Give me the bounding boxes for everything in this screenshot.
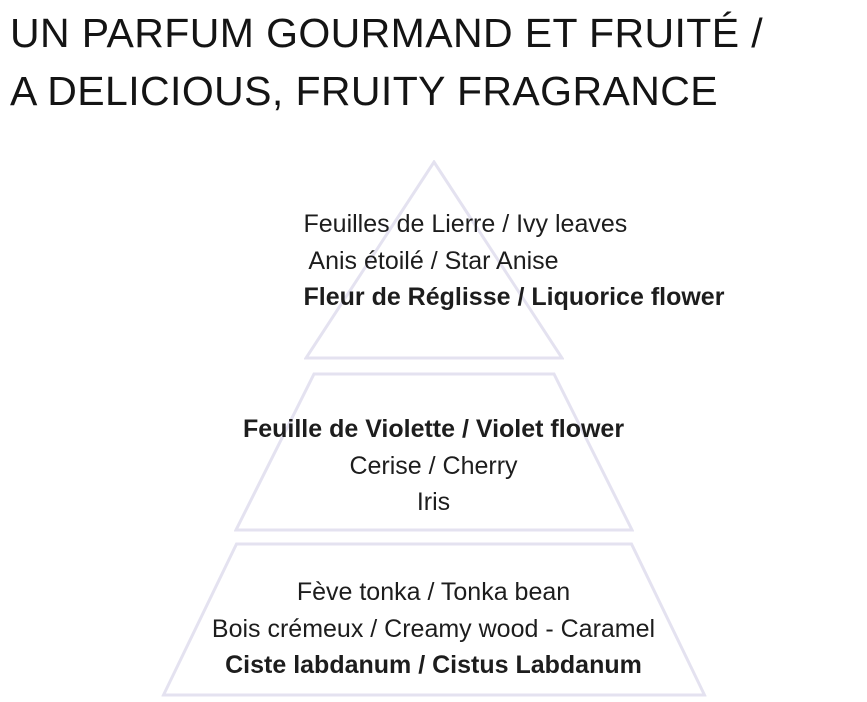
tier-bottom-line-2: Bois crémeux / Creamy wood - Caramel	[211, 614, 656, 643]
pyramid-tier-middle-text	[234, 411, 634, 521]
title-line-french: UN PARFUM GOURMAND ET FRUITÉ /	[10, 10, 764, 56]
tier-top-line-3: Fleur de Réglisse / Liquorice flower	[303, 283, 725, 311]
tier-middle-line-2: Cerise / Cherry	[349, 451, 518, 480]
pyramid-tier-bottom-text	[161, 574, 706, 684]
tier-top-line-2: Anis étoilé / Star Anise	[308, 246, 559, 275]
pyramid-tier-top-text	[303, 206, 725, 316]
tier-bottom-line-3: Ciste labdanum / Cistus Labdanum	[225, 651, 642, 679]
olfactory-pyramid	[0, 160, 867, 702]
tier-middle-line-3: Iris	[416, 488, 451, 516]
pyramid-tier-middle	[234, 372, 634, 532]
tier-middle-line-1: Feuille de Violette / Violet flower	[242, 415, 625, 443]
pyramid-tier-bottom	[161, 542, 706, 697]
pyramid-tier-top	[303, 160, 725, 360]
title-line-english: A DELICIOUS, FRUITY FRAGRANCE	[10, 68, 718, 115]
tier-bottom-line-1: Fève tonka / Tonka bean	[296, 578, 571, 606]
page-title	[0, 0, 867, 120]
tier-top-line-1: Feuilles de Lierre / Ivy leaves	[303, 210, 628, 238]
